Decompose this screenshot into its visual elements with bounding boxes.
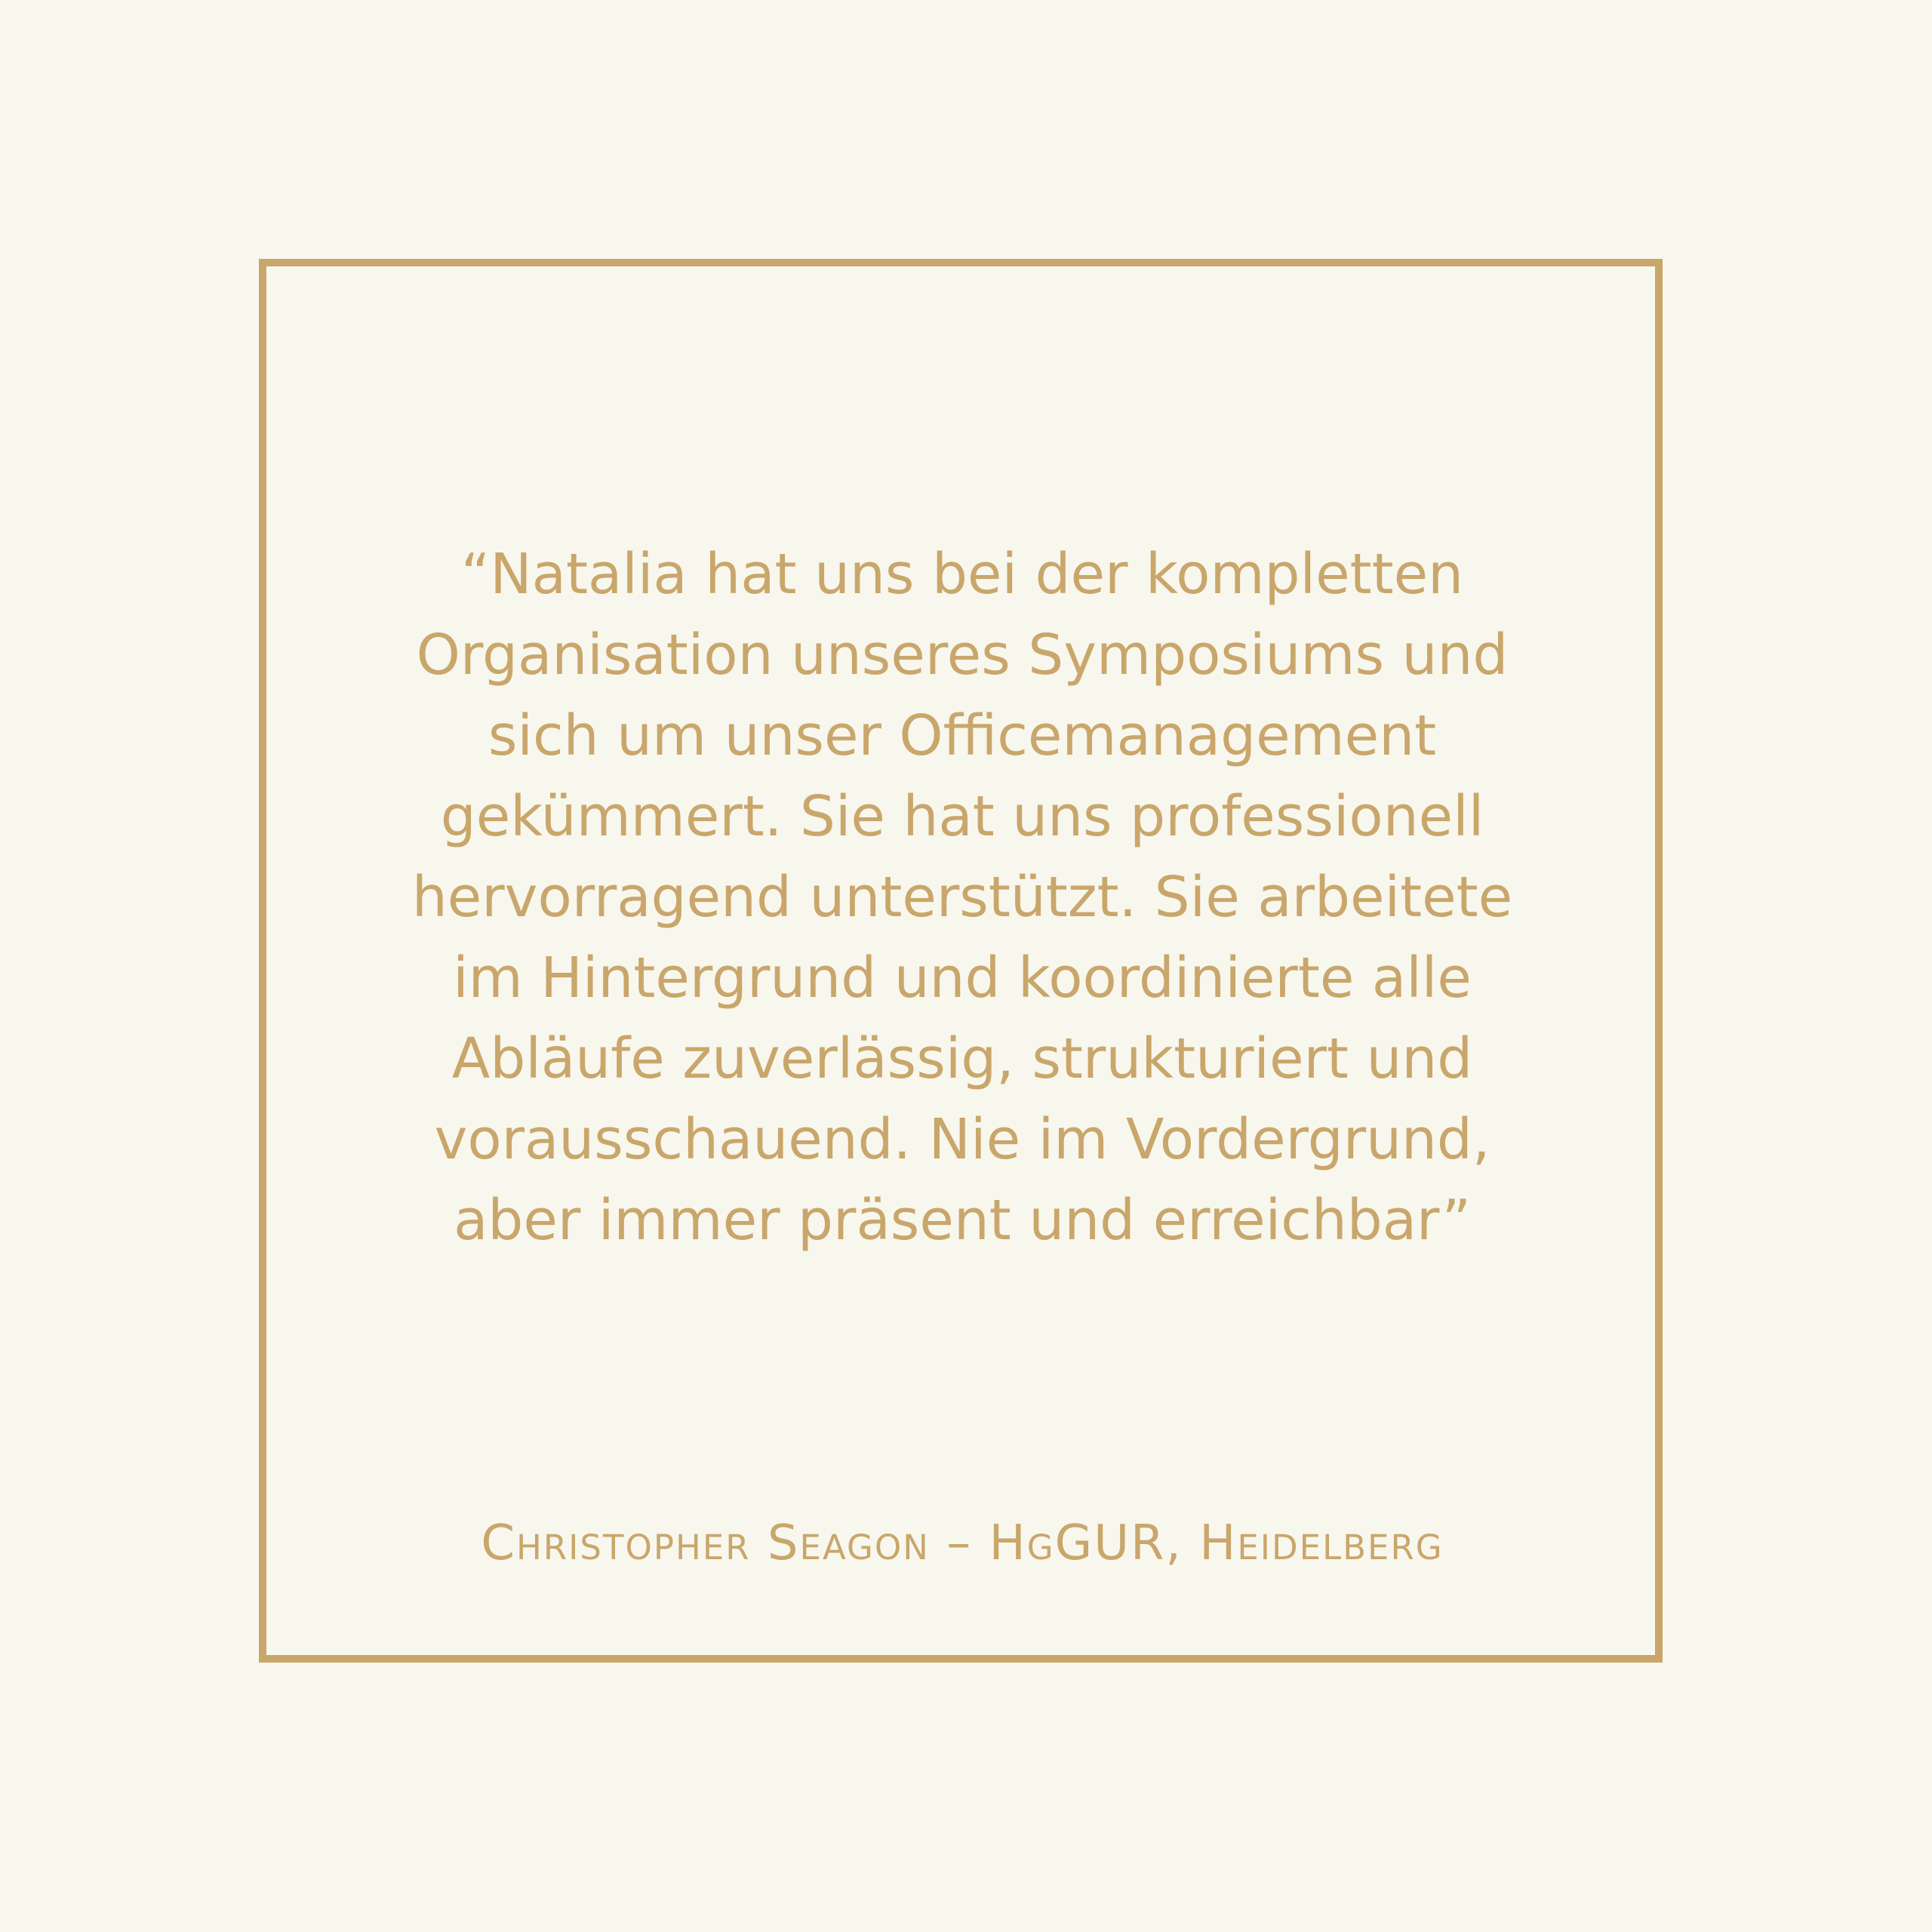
quote-attribution: Christopher Seagon – HgGUR, Heidelberg (481, 1515, 1444, 1571)
quote-line: Abläufe zuverlässig, strukturiert und (451, 1026, 1473, 1091)
quote-line: Organisation unseres Symposiums und (416, 623, 1509, 688)
quote-line: aber immer präsent und erreichbar” (454, 1188, 1471, 1253)
quote-line: im Hintergrund und koordinierte alle (453, 946, 1472, 1011)
quote-line: gekümmert. Sie hat uns professionell (440, 784, 1484, 849)
quote-line: hervorragend unterstützt. Sie arbeitete (411, 865, 1513, 930)
quote-line: sich um unser Officemanagement (488, 703, 1437, 768)
testimonial-quote (332, 534, 1592, 1261)
quote-line: vorausschauend. Nie im Vordergrund, (434, 1107, 1491, 1172)
quote-line: “Natalia hat uns bei der kompletten (460, 542, 1464, 607)
